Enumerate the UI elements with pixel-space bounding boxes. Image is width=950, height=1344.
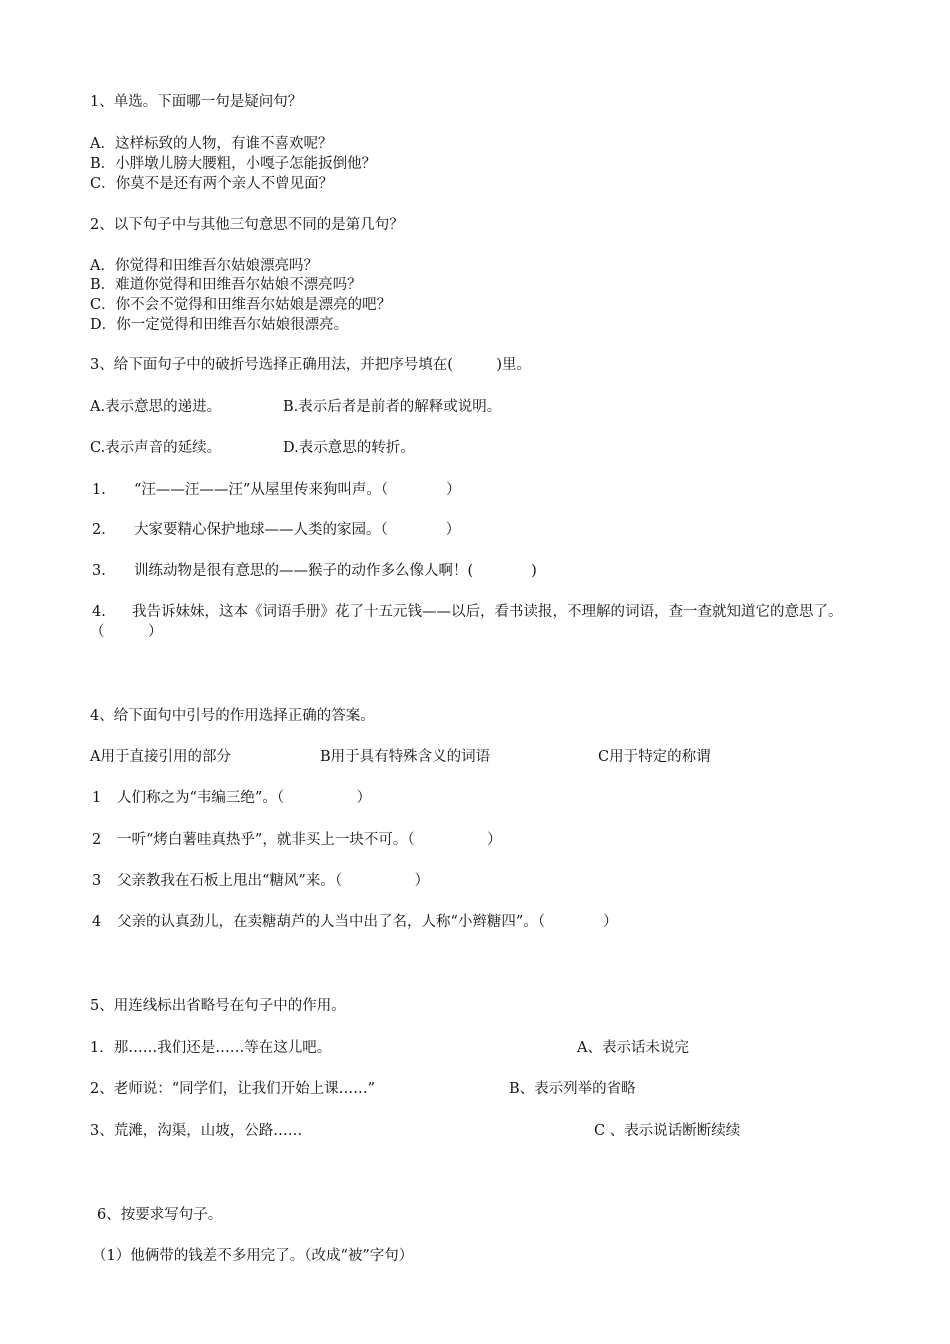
q1-option-a: A．这样标致的人物，有谁不喜欢呢？ (90, 136, 333, 152)
q4-item-text: 父亲的认真劲儿，在卖糖葫芦的人当中出了名，人称“小辫糖四”。（ ） (117, 914, 618, 930)
q5-title: 5、用连线标出省略号在句子中的作用。 (90, 998, 346, 1014)
q4-item-number: 1 (92, 790, 102, 806)
q4-choice-a: A用于直接引用的部分 (90, 749, 231, 765)
q6-item: （1）他俩带的钱差不多用完了。（改成“被”字句） (92, 1248, 414, 1264)
q3-item-number: 4. (92, 604, 106, 620)
q3-item-text: “汪——汪——汪”从屋里传来狗叫声。（ ） (134, 482, 461, 498)
q5-left-item: 1．那……我们还是……等在这儿吧。 (90, 1040, 332, 1056)
q2-option-d: D．你一定觉得和田维吾尔姑娘很漂亮。 (90, 317, 349, 333)
q4-choice-c: C用于特定的称谓 (598, 749, 711, 765)
q3-choice-c: C.表示声音的延续。 (90, 440, 222, 456)
q5-right-item: A、表示话未说完 (577, 1040, 689, 1056)
q3-choice-d: D.表示意思的转折。 (283, 440, 415, 456)
q3-choice-a: A.表示意思的递进。 (90, 399, 222, 415)
q2-option-c: C．你不会不觉得和田维吾尔姑娘是漂亮的吧？ (90, 297, 392, 313)
q4-item-number: 2 (92, 832, 102, 848)
q3-item-number: 2. (92, 522, 106, 538)
q3-item-number: 3. (92, 563, 106, 579)
q4-item-text: 一听“烤白薯哇真热乎”，就非买上一块不可。（ ） (117, 832, 502, 848)
q5-right-item: B、表示列举的省略 (509, 1081, 636, 1097)
q4-item-number: 4 (92, 914, 102, 930)
q1-option-b: B．小胖墩儿膀大腰粗，小嘎子怎能扳倒他？ (90, 156, 377, 172)
q4-item-number: 3 (92, 873, 102, 889)
q3-choice-b: B.表示后者是前者的解释或说明。 (283, 399, 502, 415)
q4-item-text: 人们称之为“韦编三绝”。（ ） (117, 790, 372, 806)
q3-item-text: 训练动物是很有意思的——猴子的动作多么像人啊！( ) (134, 563, 537, 579)
q6-title: 6、按要求写句子。 (97, 1207, 223, 1223)
q1-option-c: C．你莫不是还有两个亲人不曾见面？ (90, 176, 334, 192)
q5-left-item: 3、荒滩，沟渠，山坡，公路…… (90, 1123, 303, 1139)
q2-option-b: B．难道你觉得和田维吾尔姑娘不漂亮吗？ (90, 277, 362, 293)
q4-choice-b: B用于具有特殊含义的词语 (320, 749, 491, 765)
q3-item-text: 大家要精心保护地球——人类的家园。（ ） (134, 522, 461, 538)
q2-title: 2、以下句子中与其他三句意思不同的是第几句？ (90, 217, 404, 233)
q5-right-item: C 、表示说话断断续续 (594, 1123, 741, 1139)
q5-left-item: 2、老师说：“同学们，让我们开始上课……” (90, 1081, 376, 1097)
q4-item-text: 父亲教我在石板上甩出“糖风”来。（ ） (117, 873, 430, 889)
q2-option-a: A．你觉得和田维吾尔姑娘漂亮吗？ (90, 258, 318, 274)
q3-item-text: 我告诉妹妹，这本《词语手册》花了十五元钱——以后，看书读报，不理解的词语，查一查就知道它的意思了。（ ） (90, 604, 843, 640)
q3-title: 3、给下面句子中的破折号选择正确用法，并把序号填在( )里。 (90, 357, 532, 373)
q3-item-number: 1. (92, 482, 106, 498)
q1-title: 1、单选。下面哪一句是疑问句？ (90, 94, 303, 110)
q4-title: 4、给下面句中引号的作用选择正确的答案。 (90, 708, 375, 724)
